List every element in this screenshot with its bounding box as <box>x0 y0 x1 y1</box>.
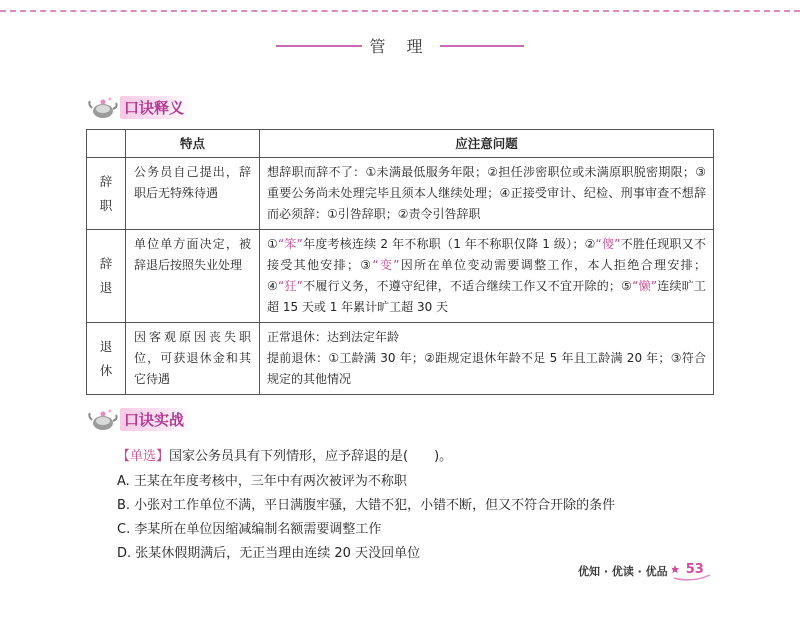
row-category-dismiss: 辞 退 <box>87 230 126 323</box>
option-c: C. 李某所在单位因缩减编制名额需要调整工作 <box>117 522 382 537</box>
retire-normal: 正常退休：达到法定年龄 <box>267 330 400 344</box>
option-b: B. 小张对工作单位不满，平日满腹牢骚，大错不犯，小错不断，但又不符合开除的条件 <box>117 498 616 513</box>
table-row-resign <box>87 158 714 230</box>
top-dashed-border <box>0 10 800 12</box>
table-row-dismiss <box>87 230 714 323</box>
page-number-badge <box>672 561 712 581</box>
header-rule-right <box>440 45 524 47</box>
teapot-icon <box>88 406 118 432</box>
row-notes-retire <box>260 323 714 395</box>
question-type-tag: 【单选】 <box>117 449 170 464</box>
section-heading-practice <box>88 406 192 432</box>
row-notes-dismiss: ①“笨”年度考核连续 2 年不称职（1 年不称职仅降 1 级）；②“傻”不胜任现职又不接受其他安排；③“变”因所在单位变动需要调整工作，本人拒绝合理安排；④“狂”不履行义务，不遵守纪律，不适合继续工作又不宜开除的；⑤“懒”连续旷工超 15 天或 1 年累计旷工超 30 天 <box>260 230 714 323</box>
row-feature-dismiss: 单位单方面决定，被辞退后按照失业处理 <box>126 230 260 323</box>
section-label-practice: 口诀实战 <box>120 408 192 431</box>
table-header-notes: 应注意问题 <box>260 130 714 158</box>
row-feature-resign: 公务员自己提出，辞职后无特殊待遇 <box>126 158 260 230</box>
row-feature-retire: 因客观原因丧失职位，可获退休金和其它待遇 <box>126 323 260 395</box>
page-footer <box>578 561 712 581</box>
table-row-retire <box>87 323 714 395</box>
table-header-blank <box>87 130 126 158</box>
question-text: 国家公务员具有下列情形，应予辞退的是( )。 <box>169 449 453 464</box>
option-d: D. 张某休假期满后，无正当理由连续 20 天没回单位 <box>117 546 421 561</box>
header-rule-left <box>276 45 362 47</box>
keyword-wild: “狂” <box>278 279 303 293</box>
row-notes-resign: 想辞职而辞不了：①未满最低服务年限；②担任涉密职位或未满原职脱密期限；③重要公务尚未处理完毕且须本人继续处理；④正接受审计、纪检、刑事审查不想辞而必须辞：①引咎辞职；②责令引咎辞职 <box>260 158 714 230</box>
row-category-resign: 辞 职 <box>87 158 126 230</box>
keyword-change: “变” <box>372 258 400 272</box>
keyword-foolish: “傻” <box>595 237 621 251</box>
option-a: A. 王某在年度考核中，三年中有两次被评为不称职 <box>117 474 407 489</box>
footer-slogan: 优知 · 优读 · 优品 <box>578 565 668 578</box>
row-category-retire: 退 休 <box>87 323 126 395</box>
section-label-explanation: 口诀释义 <box>120 96 192 119</box>
table-header-feature: 特点 <box>126 130 260 158</box>
teapot-icon <box>88 94 118 120</box>
retire-early: 提前退休：①工龄满 30 年；②距规定退休年龄不足 5 年且工龄满 20 年；③符合规定的其他情况 <box>267 351 706 386</box>
keyword-lazy: “懒” <box>632 279 658 293</box>
page-header-title: 管 理 <box>369 37 431 56</box>
dismissal-comparison-table <box>86 129 714 395</box>
page-number: 53 <box>685 562 704 577</box>
section-heading-explanation <box>88 94 192 120</box>
question-stem <box>117 445 452 464</box>
keyword-stupid: “笨” <box>277 237 303 251</box>
table-header-row <box>87 130 714 158</box>
